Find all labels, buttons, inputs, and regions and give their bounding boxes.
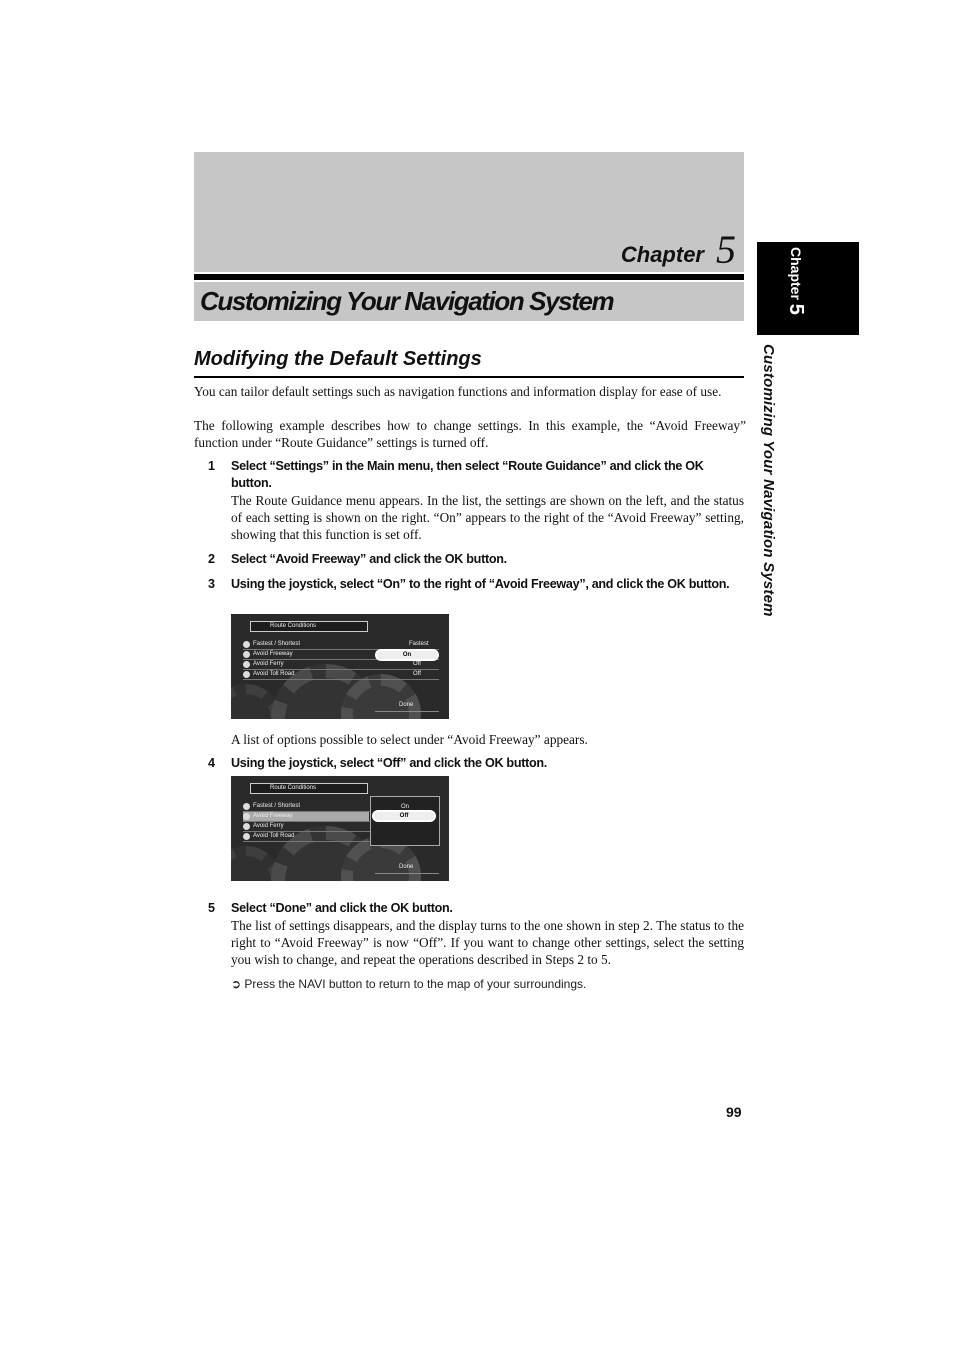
setting-value: Off [413,661,421,667]
setting-label: Fastest / Shortest [253,641,301,647]
setting-label: Fastest / Shortest [253,803,301,809]
setting-label: Avoid Toll Road [253,671,295,677]
arrow-icon: ➲ [231,977,242,991]
step-number: 1 [208,459,216,473]
clock-icon [243,641,250,648]
done-label: Done [399,702,414,708]
setting-label: Avoid Ferry [253,823,284,829]
chapter-number: 5 [716,227,736,272]
toll-icon [243,833,250,840]
side-chapter-tab [757,242,859,335]
section-heading: Modifying the Default Settings [194,348,482,370]
setting-value: Fastest [409,641,429,647]
done-label: Done [399,864,414,870]
step-instruction: Select “Avoid Freeway” and click the OK button. [231,552,507,566]
step-number: 5 [208,901,216,915]
route-conditions-screenshot-1 [231,614,449,719]
setting-label: Avoid Freeway [253,651,293,657]
side-chapter-label [784,247,807,315]
header-rule [194,274,744,280]
step-1-detail: The Route Guidance menu appears. In the list, the settings are shown on the left, and the status of each setting is shown on the right. “On” appears to the right of the “Avoid Freeway” setting, showing that this function is set off. [231,493,744,542]
section-rule [194,376,744,378]
clock-icon [243,803,250,810]
intro-paragraph-1: You can tailor default settings such as navigation functions and information display for ease of use. [194,384,722,399]
side-chapter-title: Customizing Your Navigation System [760,344,777,617]
step-3-detail: A list of options possible to select under “Avoid Freeway” appears. [231,732,588,747]
setting-label: Avoid Toll Road [253,833,295,839]
screen-title: Route Conditions [250,783,368,794]
side-chapter-number: 5 [785,303,807,315]
done-underline [375,873,439,874]
note [231,976,586,993]
chapter-header-band [194,152,744,272]
ferry-icon [243,661,250,668]
freeway-icon [243,813,250,820]
value-pill-selected: On [375,649,439,661]
step-number: 2 [208,552,216,566]
option-off-selected: Off [372,810,436,822]
setting-label: Avoid Freeway [253,813,293,819]
setting-label: Avoid Ferry [253,661,284,667]
note-text: Press the NAVI button to return to the map of your surroundings. [244,977,587,991]
setting-value: Off [413,671,421,677]
side-chapter-word: Chapter [788,247,804,300]
step-number: 3 [208,577,216,591]
ferry-icon [243,823,250,830]
toll-icon [243,671,250,678]
chapter-title: Customizing Your Navigation System [200,286,614,316]
option-on: On [400,804,409,810]
chapter-title-band [194,282,744,321]
step-number: 4 [208,756,216,770]
setting-row [243,670,439,680]
step-instruction: Select “Done” and click the OK button. [231,901,453,915]
screen-title: Route Conditions [250,621,368,632]
route-conditions-screenshot-2 [231,776,449,881]
step-instruction: Select “Settings” in the Main menu, then select “Route Guidance” and click the OK button. [231,459,704,490]
step-5-detail: The list of settings disappears, and the display turns to the one shown in step 2. The status to the right to “Avoid Freeway” is now “Off”. If you want to change other settings, select the setting you wish to change, and repeat the operations described in Steps 2 to 5. [231,918,744,967]
done-underline [375,711,439,712]
step-instruction: Using the joystick, select “On” to the right of “Avoid Freeway”, and click the OK button. [231,577,730,591]
intro-paragraph-2: The following example describes how to change settings. In this example, the “Avoid Freeway” function under “Route Guidance” settings is turned off. [194,418,746,450]
page-number: 99 [726,1104,742,1120]
setting-row [243,660,439,670]
step-instruction: Using the joystick, select “Off” and click the OK button. [231,756,547,770]
chapter-label: Chapter [620,242,704,267]
freeway-icon [243,651,250,658]
